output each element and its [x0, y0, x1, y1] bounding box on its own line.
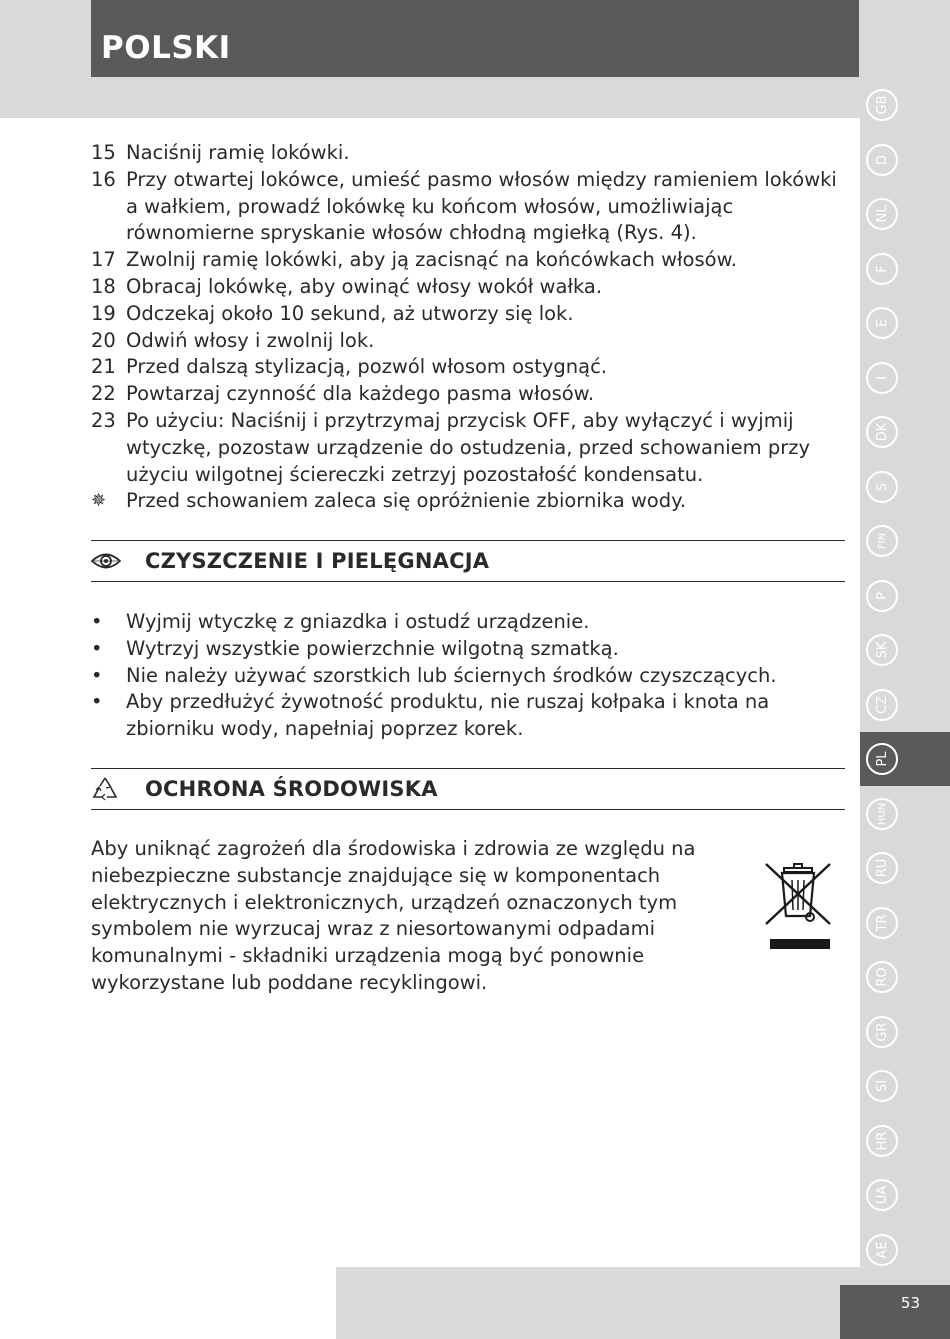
step-text: Obracaj lokówkę, aby owinąć włosy wokół wałka.	[126, 274, 603, 298]
step-text: Przed dalszą stylizacją, pozwól włosom ostygnąć.	[126, 355, 608, 379]
list-item	[91, 689, 846, 743]
tip-star-icon: ✵	[91, 490, 107, 512]
bullet: •	[91, 690, 103, 714]
lang-tab-p[interactable]	[860, 569, 950, 623]
lang-tab-tr[interactable]	[860, 896, 950, 950]
page-title: POLSKI	[101, 30, 231, 66]
lang-tab-label: CZ	[866, 689, 898, 721]
lang-tab-i[interactable]	[860, 351, 950, 405]
lang-tab-fin[interactable]	[860, 514, 950, 568]
lang-tab-label: RO	[866, 961, 898, 993]
lang-tab-label: DK	[866, 416, 898, 448]
lang-tab-pl[interactable]	[860, 732, 950, 786]
lang-tab-label: FIN	[866, 525, 898, 557]
lang-tab-dk[interactable]	[860, 405, 950, 459]
step-number: 17	[91, 248, 116, 272]
lang-tab-label: SK	[866, 634, 898, 666]
step-number: 15	[91, 141, 116, 164]
environment-section-title: OCHRONA ŚRODOWISKA	[145, 777, 438, 801]
step-text: Odczekaj około 10 sekund, aż utworzy się lok.	[126, 301, 574, 325]
environment-paragraph: Aby uniknąć zagrożeń dla środowiska i zdrowia ze względu na niebezpieczne substancje znajdujące się w komponentach elektrycznych i elektronicznych, urządzeń oznaczonych tym symbolem nie wyrzucaj wraz z niesortowanymi odpadami komunalnymi - składniki urządzenia mogą być ponownie wykorzystane lub poddane recyklingowi.	[91, 837, 696, 994]
lang-tab-gb[interactable]	[860, 78, 950, 132]
steps-list	[91, 140, 846, 515]
lang-tab-label: NL	[866, 198, 898, 230]
recycle-icon	[91, 776, 145, 802]
cleaning-section-title: CZYSZCZENIE I PIELĘGNACJA	[145, 549, 490, 573]
lang-tab-label: SI	[866, 1070, 898, 1102]
step-number: 23	[91, 408, 116, 432]
lang-tab-f[interactable]	[860, 242, 950, 296]
lang-tab-label: PL	[866, 743, 898, 775]
eye-icon	[91, 551, 145, 571]
lang-tab-hr[interactable]	[860, 1114, 950, 1168]
lang-tab-label: I	[866, 362, 898, 394]
list-item	[91, 663, 846, 690]
step-item	[91, 140, 846, 167]
lang-tab-label: RU	[866, 852, 898, 884]
lang-tab-ru[interactable]	[860, 841, 950, 895]
lang-tab-label: S	[866, 471, 898, 503]
bullet: •	[91, 610, 103, 633]
step-item	[91, 381, 846, 408]
list-item-text: Wyjmij wtyczkę z gniazdka i ostudź urządzenie.	[126, 610, 590, 633]
list-item-text: Aby przedłużyć żywotność produktu, nie ruszaj kołpaka i knota na zbiorniku wody, napełniaj poprzez korek.	[126, 690, 770, 741]
bullet: •	[91, 636, 103, 660]
header-bar	[91, 0, 859, 77]
list-item-text: Wytrzyj wszystkie powierzchnie wilgotną szmatką.	[126, 636, 619, 660]
lang-tab-label: AE	[866, 1234, 898, 1266]
step-number: 18	[91, 274, 116, 298]
lang-tab-nl[interactable]	[860, 187, 950, 241]
step-text: Przy otwartej lokówce, umieść pasmo włosów między ramieniem lokówki a wałkiem, prowadź lokówkę ku końcom włosów, umożliwiając równomierne spryskanie włosów chłodną mgiełką (Rys. 4).	[126, 167, 837, 245]
lang-tab-s[interactable]	[860, 460, 950, 514]
lang-tab-label: GB	[866, 89, 898, 121]
lang-tab-label: HUN	[866, 798, 898, 830]
crossed-bin-icon	[762, 860, 834, 952]
cleaning-section-header	[91, 540, 845, 582]
lang-tab-d[interactable]	[860, 133, 950, 187]
step-number: 21	[91, 355, 116, 379]
lang-tab-cz[interactable]	[860, 678, 950, 732]
lang-tab-label: TR	[866, 907, 898, 939]
list-item	[91, 609, 846, 636]
step-number: 20	[91, 328, 116, 352]
lang-tab-label: F	[866, 253, 898, 285]
lang-tab-label: P	[866, 580, 898, 612]
list-item	[91, 636, 846, 663]
cleaning-list	[91, 609, 846, 743]
lang-tab-si[interactable]	[860, 1059, 950, 1113]
lang-tab-ua[interactable]	[860, 1168, 950, 1222]
lang-tab-label: D	[866, 144, 898, 176]
lang-tab-e[interactable]	[860, 296, 950, 350]
lang-tab-ae[interactable]	[860, 1223, 950, 1277]
note-text: Przed schowaniem zaleca się opróżnienie zbiornika wody.	[126, 489, 687, 513]
step-item	[91, 354, 846, 381]
step-number: 19	[91, 301, 116, 325]
lang-tab-hun[interactable]	[860, 787, 950, 841]
lang-tab-label: E	[866, 307, 898, 339]
page-number-box	[840, 1285, 950, 1339]
note-item	[91, 488, 846, 515]
step-item	[91, 301, 846, 328]
step-number: 22	[91, 382, 116, 406]
lang-tab-gr[interactable]	[860, 1005, 950, 1059]
step-text: Po użyciu: Naciśnij i przytrzymaj przycisk OFF, aby wyłączyć i wyjmij wtyczkę, pozostaw urządzenie do ostudzenia, przed schowaniem przy użyciu wilgotnej ściereczki zetrzyj pozostałość kondensatu.	[126, 408, 811, 486]
step-item	[91, 328, 846, 355]
step-text: Powtarzaj czynność dla każdego pasma włosów.	[126, 382, 595, 406]
step-number: 16	[91, 167, 116, 191]
lang-tab-label: HR	[866, 1125, 898, 1157]
lang-tab-label: GR	[866, 1016, 898, 1048]
step-text: Zwolnij ramię lokówki, aby ją zacisnąć na końcówkach włosów.	[126, 248, 737, 272]
page-number: 53	[900, 1294, 920, 1312]
lang-tab-label: UA	[866, 1179, 898, 1211]
step-item	[91, 408, 846, 488]
lang-tab-sk[interactable]	[860, 623, 950, 677]
step-item	[91, 274, 846, 301]
environment-section-header	[91, 768, 845, 810]
step-text: Naciśnij ramię lokówki.	[126, 141, 350, 164]
list-item-text: Nie należy używać szorstkich lub ściernych środków czyszczących.	[126, 663, 777, 687]
lang-tab-ro[interactable]	[860, 950, 950, 1004]
step-text: Odwiń włosy i zwolnij lok.	[126, 328, 375, 352]
step-item	[91, 247, 846, 274]
step-item	[91, 167, 846, 247]
bullet: •	[91, 663, 103, 687]
